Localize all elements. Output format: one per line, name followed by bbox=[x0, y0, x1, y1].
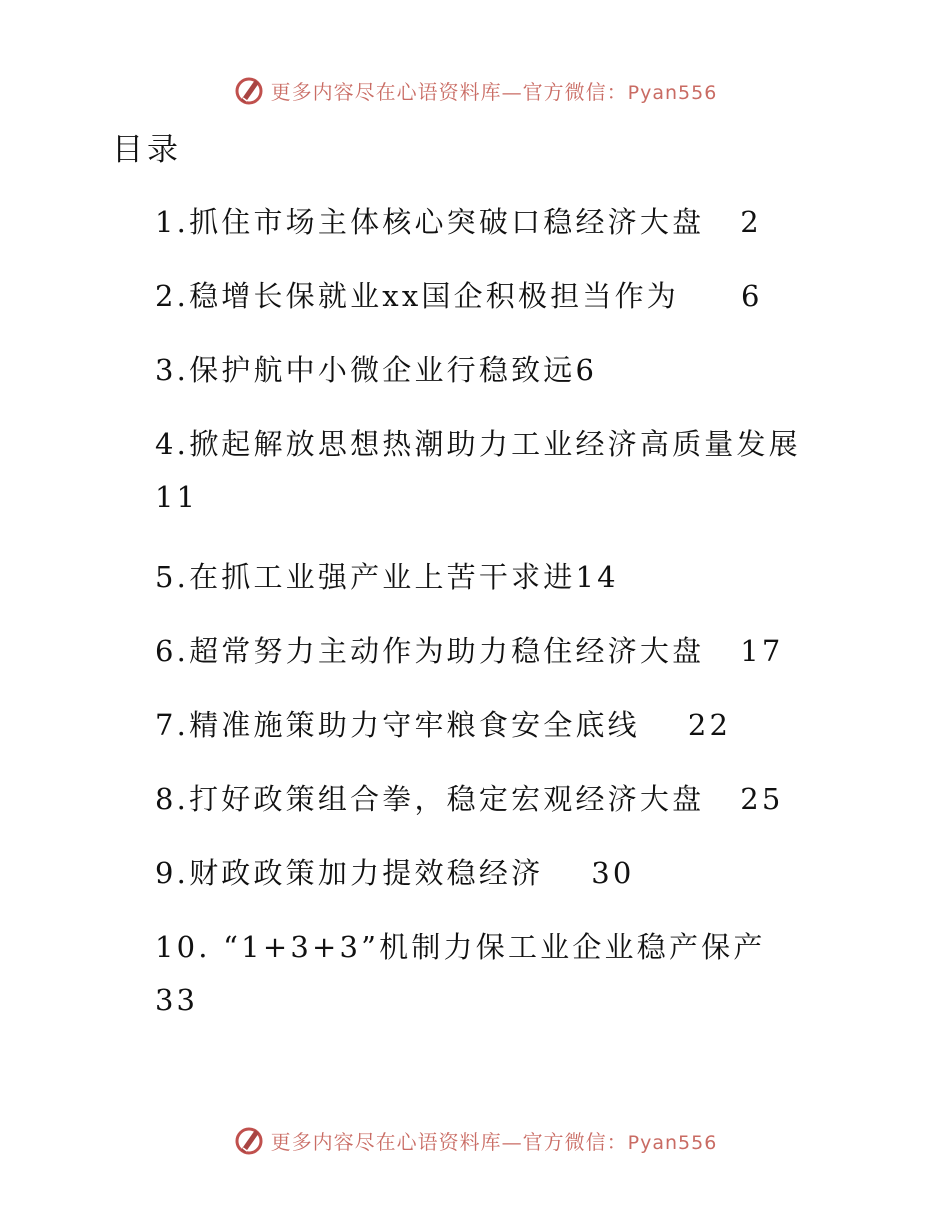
toc-item-4-page: 11 bbox=[155, 480, 198, 514]
toc-item-text: 2.稳增长保就业xx国企积极担当作为 bbox=[155, 279, 679, 313]
footer-banner-text: 更多内容尽在心语资料库—官方微信：Pyan556 bbox=[270, 1129, 718, 1154]
toc-title: 目录 bbox=[112, 132, 182, 168]
toc-item-text: 8.打好政策组合拳，稳定宏观经济大盘 bbox=[155, 782, 705, 816]
toc-item-4[interactable] bbox=[155, 422, 801, 463]
pen-in-circle-logo-icon bbox=[233, 1124, 265, 1156]
toc-item-8[interactable] bbox=[155, 777, 784, 818]
toc-item-7[interactable] bbox=[155, 703, 731, 744]
header-wechat-id: Pyan556 bbox=[627, 81, 718, 104]
toc-item-page: 17 bbox=[740, 634, 784, 668]
toc-item-page: 2 bbox=[740, 205, 762, 239]
toc-item-2[interactable] bbox=[155, 274, 763, 315]
pen-in-circle-logo-icon bbox=[233, 74, 265, 106]
toc-item-1[interactable] bbox=[155, 200, 762, 241]
toc-item-9[interactable] bbox=[155, 851, 635, 892]
toc-item-5[interactable] bbox=[155, 555, 619, 596]
toc-item-page: 30 bbox=[591, 856, 635, 890]
footer-watermark-banner bbox=[0, 1120, 950, 1160]
toc-item-text: 6.超常努力主动作为助力稳住经济大盘 bbox=[155, 634, 705, 668]
toc-item-page: 14 bbox=[575, 560, 619, 594]
toc-item-text: 9.财政政策加力提效稳经济 bbox=[155, 856, 544, 890]
toc-item-text: 4.掀起解放思想热潮助力工业经济高质量发展 bbox=[155, 427, 801, 461]
toc-item-6[interactable] bbox=[155, 629, 784, 670]
header-watermark-banner bbox=[0, 70, 950, 110]
toc-item-page: 25 bbox=[740, 782, 784, 816]
toc-item-text: 10. “1+3+3”机制力保工业企业稳产保产 bbox=[155, 930, 766, 964]
header-banner-text: 更多内容尽在心语资料库—官方微信：Pyan556 bbox=[270, 79, 718, 104]
toc-item-10[interactable] bbox=[155, 925, 766, 966]
footer-wechat-id: Pyan556 bbox=[627, 1131, 718, 1154]
toc-item-text: 3.保护航中小微企业行稳致远 bbox=[155, 353, 576, 387]
toc-item-10-page: 33 bbox=[155, 983, 198, 1017]
toc-item-text: 5.在抓工业强产业上苦干求进 bbox=[155, 560, 576, 594]
toc-item-3[interactable] bbox=[155, 348, 597, 389]
toc-item-page: 6 bbox=[575, 353, 598, 387]
toc-item-page: 22 bbox=[687, 708, 732, 742]
toc-item-text: 1.抓住市场主体核心突破口稳经济大盘 bbox=[155, 205, 705, 239]
toc-item-text: 7.精准施策助力守牢粮食安全底线 bbox=[155, 708, 640, 742]
toc-item-page: 6 bbox=[740, 279, 763, 313]
